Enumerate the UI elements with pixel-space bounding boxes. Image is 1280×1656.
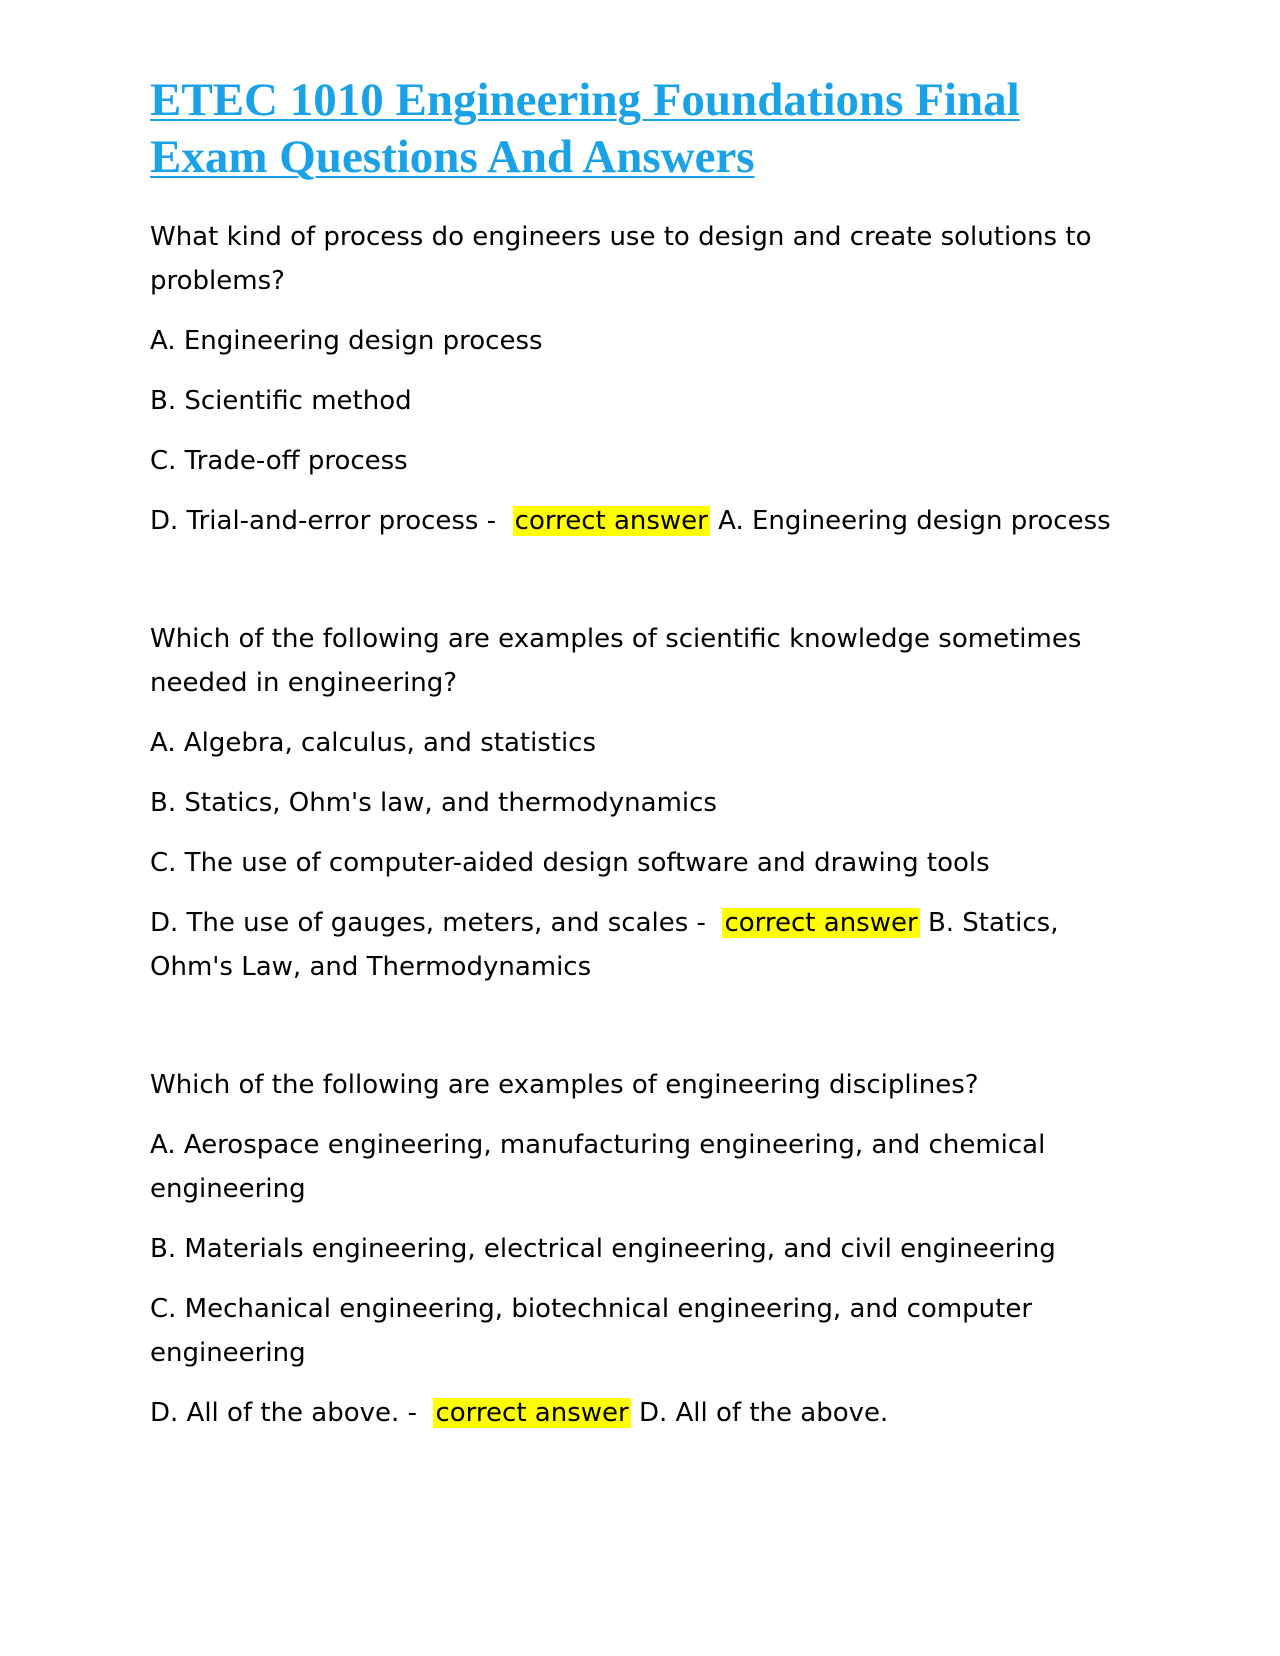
question-block bbox=[150, 1063, 1130, 1435]
question-text: What kind of process do engineers use to design and create solutions to problems? bbox=[150, 222, 1092, 296]
answer-text: D. All of the above. bbox=[638, 1398, 889, 1428]
option-d: D. All of the above. - bbox=[150, 1398, 417, 1428]
option-b: B. Scientific method bbox=[150, 386, 412, 416]
option-d-with-answer bbox=[150, 499, 1130, 543]
option-c: C. The use of computer-aided design software and drawing tools bbox=[150, 848, 990, 878]
option-d-with-answer bbox=[150, 1391, 1130, 1435]
document-title-link[interactable]: ETEC 1010 Engineering Foundations Final Exam Questions And Answers bbox=[150, 74, 1020, 183]
option-d-with-answer bbox=[150, 901, 1130, 989]
correct-answer-highlight: correct answer bbox=[514, 506, 708, 536]
option-d: D. The use of gauges, meters, and scales - bbox=[150, 908, 706, 938]
question-text: Which of the following are examples of engineering disciplines? bbox=[150, 1070, 979, 1100]
option-c: C. Mechanical engineering, biotechnical engineering, and computer engineering bbox=[150, 1294, 1033, 1368]
document-page bbox=[150, 72, 1130, 1451]
option-a: A. Engineering design process bbox=[150, 326, 543, 356]
option-d: D. Trial-and-error process - bbox=[150, 506, 497, 536]
option-b: B. Materials engineering, electrical engineering, and civil engineering bbox=[150, 1234, 1056, 1264]
correct-answer-highlight: correct answer bbox=[435, 1398, 629, 1428]
option-a: A. Aerospace engineering, manufacturing engineering, and chemical engineering bbox=[150, 1130, 1046, 1204]
question-text: Which of the following are examples of scientific knowledge sometimes needed in engineering? bbox=[150, 624, 1082, 698]
option-c: C. Trade-off process bbox=[150, 446, 408, 476]
answer-text: A. Engineering design process bbox=[718, 506, 1111, 536]
answer-text: B. Statics, Ohm's Law, and Thermodynamics bbox=[150, 908, 1059, 982]
option-b: B. Statics, Ohm's law, and thermodynamics bbox=[150, 788, 717, 818]
correct-answer-highlight: correct answer bbox=[724, 908, 918, 938]
option-a: A. Algebra, calculus, and statistics bbox=[150, 728, 597, 758]
question-block bbox=[150, 617, 1130, 989]
question-block bbox=[150, 215, 1130, 543]
